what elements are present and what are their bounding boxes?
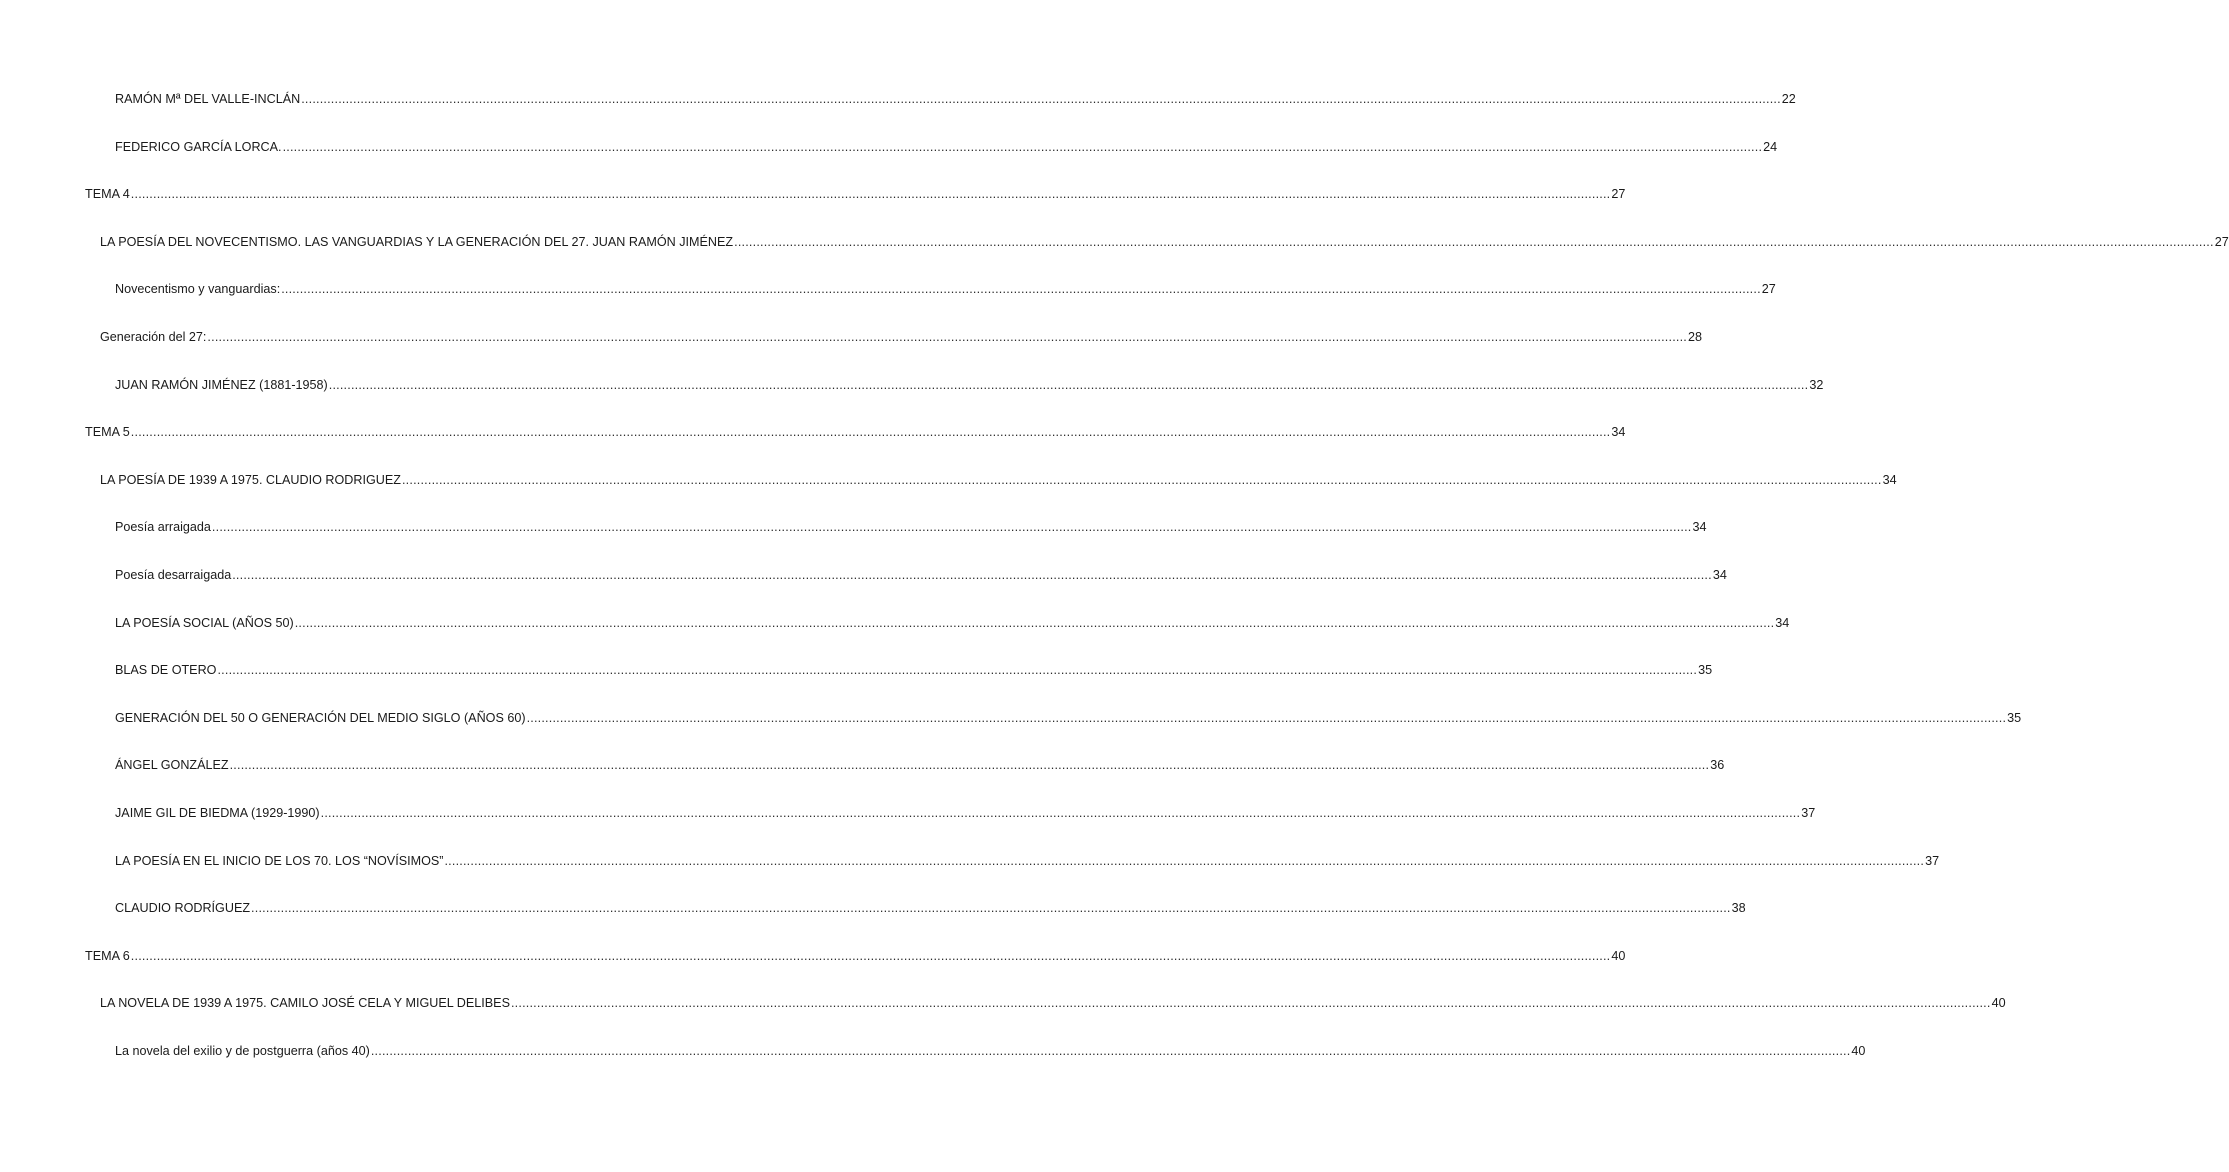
toc-entry-page-number: 24 [1763, 139, 1778, 154]
toc-entry-page-number: 28 [1688, 330, 1703, 344]
toc-entry-page-number: 35 [1698, 663, 1713, 678]
dot-leader: ................................................................................................................................................................................................................................................................................................................................................................................................................ [510, 996, 1991, 1011]
toc-entry[interactable] [85, 180, 1626, 202]
toc-entry[interactable] [115, 513, 1707, 535]
toc-entry-title: LA NOVELA DE 1939 A 1975. CAMILO JOSÉ CELA Y MIGUEL DELIBES [100, 996, 510, 1011]
toc-entry-title: Poesía desarraigada [115, 568, 232, 582]
toc-entry[interactable] [100, 228, 2229, 250]
toc-entry-title: JUAN RAMÓN JIMÉNEZ (1881-1958) [115, 377, 328, 392]
toc-entry[interactable] [115, 609, 1790, 631]
toc-entry-page-number: 32 [1809, 377, 1824, 392]
toc-entry-page-number: 40 [1851, 1044, 1866, 1058]
toc-entry[interactable] [115, 704, 2022, 726]
dot-leader: ................................................................................................................................................................................................................................................................................................................................................................................................................ [281, 282, 1761, 297]
toc-entry-page-number: 36 [1710, 758, 1725, 773]
toc-entry-title: Novecentismo y vanguardias: [115, 282, 281, 297]
toc-entry-title: CLAUDIO RODRÍGUEZ [115, 901, 251, 916]
dot-leader: ................................................................................................................................................................................................................................................................................................................................................................................................................ [526, 710, 2007, 725]
toc-entry-title: LA POESÍA EN EL INICIO DE LOS 70. LOS “NOVÍSIMOS” [115, 853, 444, 868]
toc-entry-title: LA POESÍA DEL NOVECENTISMO. LAS VANGUARDIAS Y LA GENERACIÓN DEL 27. JUAN RAMÓN JIMÉNEZ [100, 234, 734, 249]
toc-entry[interactable] [115, 133, 1778, 155]
toc-entry[interactable] [100, 989, 2006, 1011]
dot-leader: ................................................................................................................................................................................................................................................................................................................................................................................................................ [734, 234, 2214, 249]
toc-entry-title: Generación del 27: [100, 330, 207, 344]
toc-entry-title: GENERACIÓN DEL 50 O GENERACIÓN DEL MEDIO SIGLO (AÑOS 60) [115, 710, 526, 725]
toc-entry-title: LA POESÍA SOCIAL (AÑOS 50) [115, 615, 294, 630]
dot-leader: ................................................................................................................................................................................................................................................................................................................................................................................................................ [282, 139, 1763, 154]
dot-leader: ................................................................................................................................................................................................................................................................................................................................................................................................................ [130, 948, 1611, 963]
toc-entry-page-number: 38 [1731, 901, 1746, 916]
dot-leader: ................................................................................................................................................................................................................................................................................................................................................................................................................ [232, 568, 1712, 582]
toc-entry-title: RAMÓN Mª DEL VALLE-INCLÁN [115, 92, 301, 106]
toc-entry-title: TEMA 6 [85, 948, 130, 963]
toc-entry-page-number: 37 [1801, 806, 1816, 820]
dot-leader: ................................................................................................................................................................................................................................................................................................................................................................................................................ [207, 330, 1687, 344]
toc-entry-title: JAIME GIL DE BIEDMA (1929-1990) [115, 806, 320, 820]
dot-leader: ................................................................................................................................................................................................................................................................................................................................................................................................................ [370, 1044, 1851, 1058]
toc-entry[interactable] [115, 847, 1940, 869]
toc-entry[interactable] [115, 656, 1713, 678]
toc-entry[interactable] [115, 1037, 1866, 1059]
toc-entry-title: La novela del exilio y de postguerra (años 40) [115, 1044, 370, 1058]
toc-entry-page-number: 40 [1991, 996, 2006, 1011]
toc-entry-page-number: 34 [1611, 425, 1626, 440]
toc-entry-title: TEMA 5 [85, 425, 130, 440]
toc-entry-page-number: 34 [1882, 472, 1897, 487]
toc-entry-title: FEDERICO GARCÍA LORCA. [115, 139, 282, 154]
toc-entry[interactable] [115, 371, 1824, 393]
dot-leader: ................................................................................................................................................................................................................................................................................................................................................................................................................ [251, 901, 1731, 916]
toc-entry-page-number: 34 [1775, 615, 1790, 630]
dot-leader: ................................................................................................................................................................................................................................................................................................................................................................................................................ [301, 92, 1781, 106]
toc-entry-page-number: 37 [1925, 853, 1940, 868]
dot-leader: ................................................................................................................................................................................................................................................................................................................................................................................................................ [444, 853, 1925, 868]
dot-leader: ................................................................................................................................................................................................................................................................................................................................................................................................................ [320, 806, 1801, 820]
dot-leader: ................................................................................................................................................................................................................................................................................................................................................................................................................ [294, 615, 1775, 630]
toc-entry-title: TEMA 4 [85, 187, 130, 202]
toc-entry[interactable] [100, 323, 1703, 345]
toc-entry-page-number: 34 [1692, 520, 1707, 535]
toc-entry-page-number: 35 [2007, 710, 2022, 725]
toc-entry-title: ÁNGEL GONZÁLEZ [115, 758, 229, 773]
toc-entry-page-number: 34 [1712, 568, 1727, 582]
toc-entry[interactable] [115, 799, 1816, 821]
toc-entry[interactable] [100, 466, 1897, 488]
toc-entry-page-number: 27 [1761, 282, 1776, 297]
toc-entry[interactable] [115, 85, 1796, 107]
toc-entry[interactable] [115, 751, 1725, 773]
dot-leader: ................................................................................................................................................................................................................................................................................................................................................................................................................ [217, 663, 1698, 678]
toc-entry-page-number: 27 [2214, 234, 2229, 249]
toc-entry[interactable] [85, 942, 1626, 964]
dot-leader: ................................................................................................................................................................................................................................................................................................................................................................................................................ [130, 187, 1611, 202]
toc-entry-title: Poesía arraigada [115, 520, 211, 535]
toc-entry[interactable] [85, 418, 1626, 440]
toc-entry-page-number: 22 [1781, 92, 1796, 106]
toc-entry[interactable] [115, 561, 1727, 583]
dot-leader: ................................................................................................................................................................................................................................................................................................................................................................................................................ [328, 377, 1809, 392]
toc-entry-title: LA POESÍA DE 1939 A 1975. CLAUDIO RODRIGUEZ [100, 472, 401, 487]
dot-leader: ................................................................................................................................................................................................................................................................................................................................................................................................................ [130, 425, 1611, 440]
dot-leader: ................................................................................................................................................................................................................................................................................................................................................................................................................ [211, 520, 1692, 535]
toc-entry-title: BLAS DE OTERO [115, 663, 217, 678]
dot-leader: ................................................................................................................................................................................................................................................................................................................................................................................................................ [229, 758, 1710, 773]
toc-entry[interactable] [115, 894, 1746, 916]
dot-leader: ................................................................................................................................................................................................................................................................................................................................................................................................................ [401, 472, 1882, 487]
toc-entry-page-number: 27 [1611, 187, 1626, 202]
toc-entry[interactable] [115, 275, 1776, 297]
toc-entry-page-number: 40 [1611, 948, 1626, 963]
